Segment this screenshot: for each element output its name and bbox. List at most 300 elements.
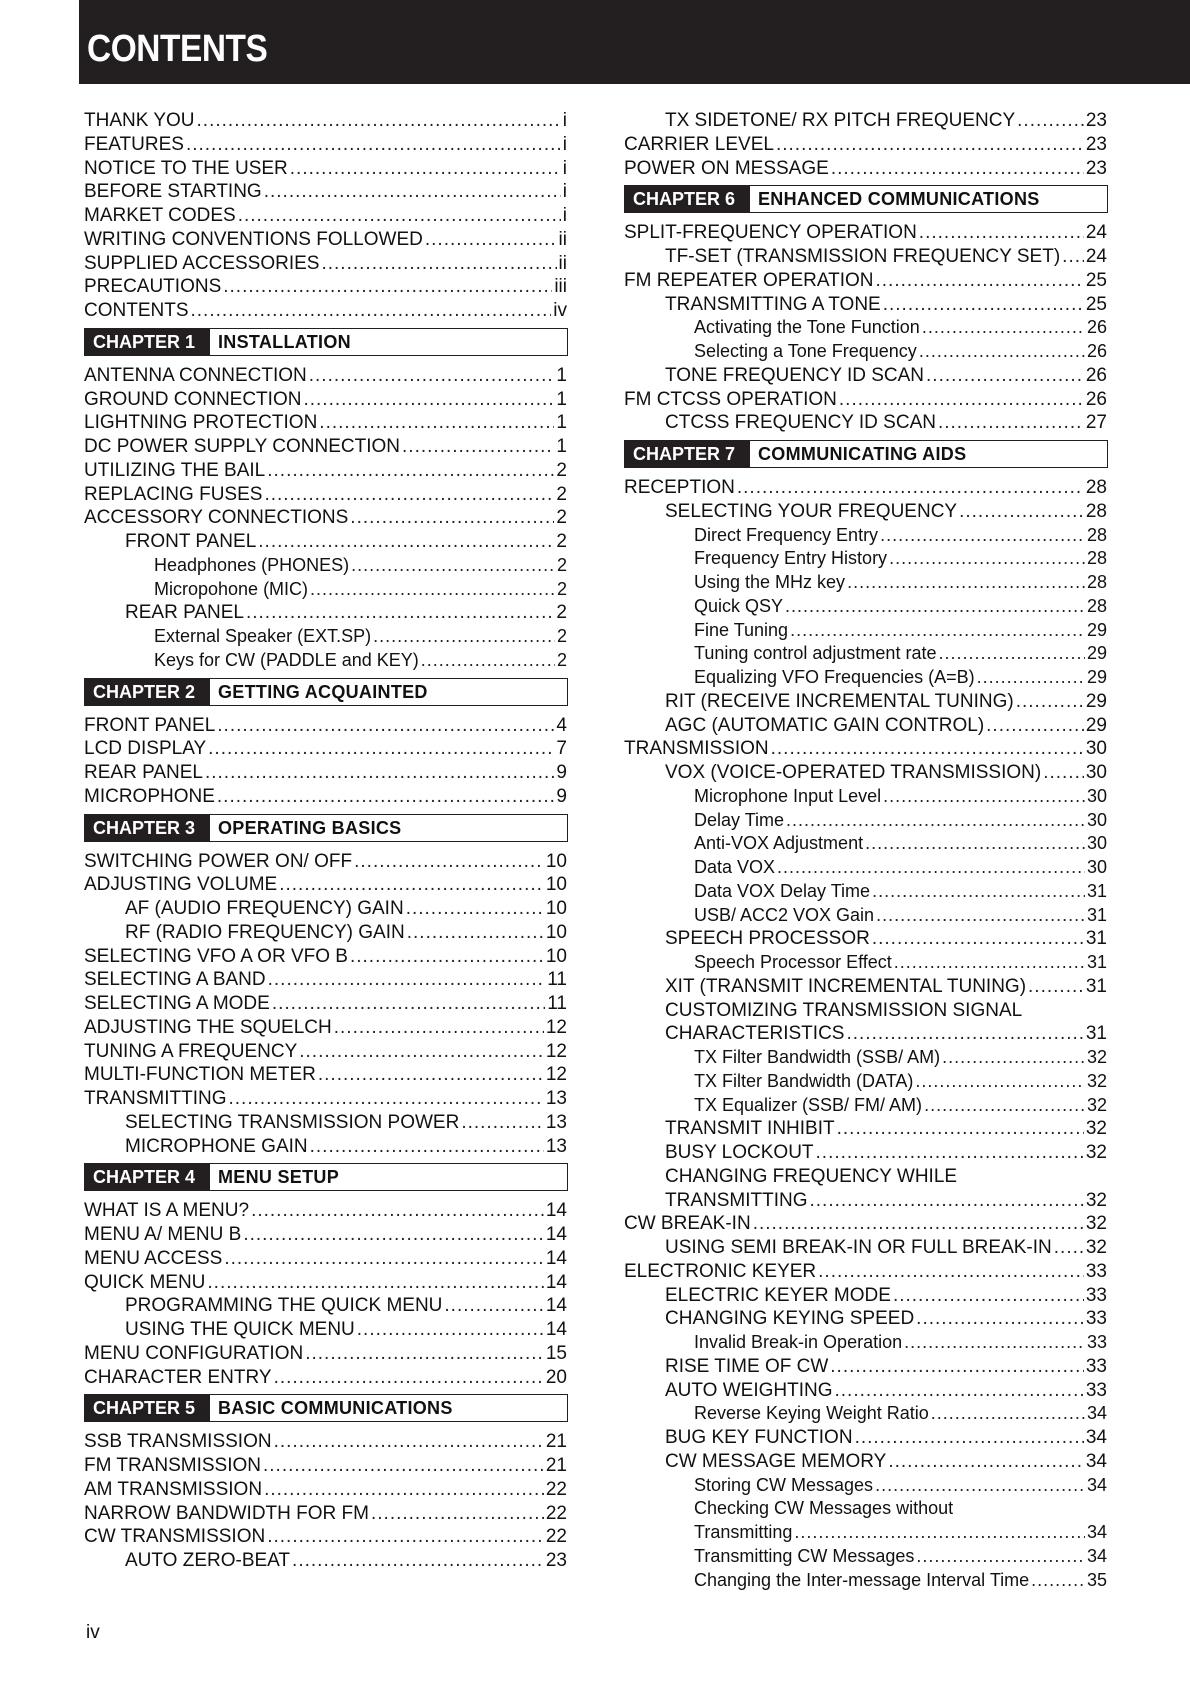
chapter-heading[interactable]: [84, 678, 568, 706]
toc-entry[interactable]: [84, 1342, 568, 1366]
dot-leader: [786, 809, 1085, 833]
page-number: iv: [86, 1622, 100, 1643]
toc-entry-title: TRANSMISSION: [624, 738, 769, 760]
toc-entry[interactable]: [84, 204, 568, 228]
toc-entry-title: CONTENTS: [84, 300, 189, 321]
toc-entry-page: 12: [545, 1040, 567, 1062]
toc-entry-title: SELECTING YOUR FREQUENCY: [665, 500, 958, 522]
toc-entry-page: iii: [554, 276, 567, 298]
toc-entry-page: 34: [1086, 1545, 1107, 1566]
toc-entry-page: 32: [1086, 1094, 1107, 1115]
toc-entry[interactable]: [84, 1525, 568, 1549]
chapter-title: COMMUNICATING AIDS: [758, 444, 967, 464]
toc-entry[interactable]: [624, 293, 1108, 317]
toc-entry[interactable]: [84, 157, 568, 181]
toc-entry-title: Speech Processor Effect: [694, 952, 892, 972]
toc-entry[interactable]: [624, 364, 1108, 388]
chapter-number: CHAPTER 1: [85, 329, 210, 355]
dot-leader: [916, 1545, 1085, 1569]
toc-entry[interactable]: [84, 1294, 568, 1318]
toc-entry-title: ANTENNA CONNECTION: [84, 364, 307, 386]
toc-entry-title: Keys for CW (PADDLE and KEY): [154, 649, 419, 670]
toc-entry-title: BEFORE STARTING: [84, 181, 262, 203]
toc-entry[interactable]: [84, 1087, 568, 1111]
dot-leader: [421, 649, 555, 673]
dot-leader: [425, 228, 557, 252]
toc-entry[interactable]: [84, 737, 568, 761]
chapter-number: CHAPTER 7: [625, 441, 750, 467]
toc-entry[interactable]: [84, 897, 568, 921]
toc-entry[interactable]: [624, 411, 1108, 435]
toc-entry-page: 15: [545, 1342, 567, 1364]
dot-leader: [880, 524, 1085, 548]
dot-leader: [350, 945, 544, 969]
toc-entry[interactable]: [624, 1379, 1108, 1403]
toc-entry[interactable]: [624, 1094, 1108, 1118]
toc-entry[interactable]: [84, 133, 568, 157]
toc-entry-page: 33: [1085, 1379, 1107, 1401]
toc-entry[interactable]: [84, 1366, 568, 1390]
toc-entry-title: Fine Tuning: [694, 619, 789, 640]
dot-leader: [292, 1549, 544, 1573]
toc-entry[interactable]: [84, 1318, 568, 1342]
toc-entry-page: 31: [1085, 1023, 1107, 1045]
toc-entry-title: MENU A/ MENU B: [84, 1224, 242, 1245]
toc-entry[interactable]: [624, 999, 1108, 1023]
toc-entry[interactable]: [84, 1430, 568, 1454]
toc-entry-title: REAR PANEL: [125, 602, 244, 624]
toc-entry[interactable]: [624, 1046, 1108, 1070]
toc-entry-page: 14: [545, 1247, 567, 1269]
toc-entry[interactable]: [84, 873, 568, 897]
toc-entry[interactable]: [624, 761, 1108, 785]
toc-entry[interactable]: [624, 832, 1108, 856]
toc-entry[interactable]: [624, 1236, 1108, 1260]
dot-leader: [299, 1040, 544, 1064]
toc-entry[interactable]: [624, 1426, 1108, 1450]
toc-entry-page: 21: [545, 1431, 567, 1453]
dot-leader: [223, 275, 552, 299]
toc-entry[interactable]: [624, 1497, 1108, 1521]
toc-entry-title: ELECTRONIC KEYER: [624, 1260, 817, 1282]
toc-entry[interactable]: [84, 1040, 568, 1064]
toc-entry[interactable]: [84, 714, 568, 738]
toc-entry-page: 29: [1086, 643, 1107, 664]
toc-entry-title: TRANSMIT INHIBIT: [665, 1118, 835, 1140]
toc-entry[interactable]: [84, 1135, 568, 1159]
toc-entry[interactable]: [84, 228, 568, 252]
toc-entry[interactable]: [84, 601, 568, 625]
toc-entry-title: Frequency Entry History: [694, 548, 888, 569]
toc-entry[interactable]: [84, 578, 568, 602]
dot-leader: [865, 832, 1085, 856]
toc-entry-title: RISE TIME OF CW: [665, 1355, 829, 1377]
toc-entry[interactable]: [84, 1478, 568, 1502]
toc-entry-title: AF (AUDIO FREQUENCY) GAIN: [125, 898, 404, 919]
toc-entry-page: 13: [545, 1088, 567, 1109]
toc-entry[interactable]: [624, 388, 1108, 412]
toc-entry-page: 14: [545, 1295, 567, 1317]
toc-entry[interactable]: [624, 809, 1108, 833]
toc-entry-title: SELECTING A BAND: [84, 969, 266, 991]
dot-leader: [785, 595, 1085, 619]
toc-entry-page: 31: [1086, 904, 1107, 925]
chapter-heading[interactable]: [84, 1394, 568, 1422]
toc-entry-title: Equalizing VFO Frequencies (A=B): [694, 667, 975, 687]
toc-entry-title: QUICK MENU: [84, 1271, 206, 1293]
toc-entry-page: iv: [553, 300, 567, 321]
toc-entry-title: PRECAUTIONS: [84, 276, 222, 298]
toc-entry[interactable]: [84, 299, 568, 323]
toc-entry-page: 14: [545, 1271, 567, 1293]
toc-entry-title: NARROW BANDWIDTH FOR FM: [84, 1502, 369, 1524]
toc-entry-title: LIGHTNING PROTECTION: [84, 412, 318, 434]
toc-entry[interactable]: [84, 483, 568, 507]
toc-entry[interactable]: [624, 1450, 1108, 1474]
toc-entry[interactable]: [624, 1545, 1108, 1569]
toc-entry-title: ADJUSTING VOLUME: [84, 874, 278, 896]
toc-entry[interactable]: [84, 252, 568, 276]
toc-entry[interactable]: [624, 1331, 1108, 1355]
dot-leader: [883, 785, 1085, 809]
dot-leader: [883, 293, 1084, 317]
toc-entry-page: 21: [545, 1455, 567, 1476]
toc-entry-title: USING THE QUICK MENU: [125, 1319, 355, 1340]
dot-leader: [737, 476, 1084, 500]
dot-leader: [1017, 109, 1084, 133]
dot-leader: [186, 133, 561, 157]
toc-entry[interactable]: [84, 1502, 568, 1526]
toc-entry[interactable]: [84, 1223, 568, 1247]
toc-entry-title: WRITING CONVENTIONS FOLLOWED: [84, 228, 423, 250]
toc-entry-page: 2: [556, 649, 567, 670]
toc-entry[interactable]: [84, 506, 568, 530]
chapter-heading[interactable]: [84, 328, 568, 356]
dot-leader: [916, 1307, 1084, 1331]
toc-entry-title: ADJUSTING THE SQUELCH: [84, 1016, 332, 1038]
toc-entry-title: MENU ACCESS: [84, 1247, 223, 1269]
toc-entry-title: RF (RADIO FREQUENCY) GAIN: [125, 921, 405, 943]
toc-entry[interactable]: [624, 1212, 1108, 1236]
toc-left-column: [84, 109, 568, 1573]
toc-entry-page: 31: [1085, 975, 1107, 997]
toc-entry[interactable]: [84, 109, 568, 133]
toc-entry-title: USB/ ACC2 VOX Gain: [694, 904, 875, 925]
dot-leader: [888, 1450, 1084, 1474]
toc-entry[interactable]: [84, 992, 568, 1016]
toc-entry[interactable]: [84, 1016, 568, 1040]
toc-entry[interactable]: [84, 921, 568, 945]
dot-leader: [846, 1022, 1083, 1046]
toc-entry-title: MULTI-FUNCTION METER: [84, 1064, 316, 1086]
toc-entry-title: CW MESSAGE MEMORY: [665, 1450, 887, 1472]
toc-entry[interactable]: [624, 642, 1108, 666]
toc-entry-page: 27: [1085, 412, 1107, 434]
toc-entry-title: AM TRANSMISSION: [84, 1478, 263, 1500]
toc-entry[interactable]: [84, 1199, 568, 1223]
dot-leader: [357, 1318, 544, 1342]
dot-leader: [407, 921, 544, 945]
toc-entry[interactable]: [624, 927, 1108, 951]
toc-entry[interactable]: [624, 1569, 1108, 1593]
toc-entry-page: 12: [545, 1064, 567, 1086]
toc-entry[interactable]: [624, 340, 1108, 364]
toc-entry-title: FRONT PANEL: [125, 531, 257, 552]
toc-entry-title: Changing the Inter-message Interval Time: [694, 1569, 1030, 1590]
toc-entry[interactable]: [84, 275, 568, 299]
toc-entry-title: CW TRANSMISSION: [84, 1526, 266, 1548]
dot-leader: [217, 785, 555, 809]
toc-entry[interactable]: [84, 1454, 568, 1478]
toc-entry[interactable]: [84, 364, 568, 388]
toc-entry[interactable]: [624, 785, 1108, 809]
dot-leader: [855, 1426, 1084, 1450]
toc-entry[interactable]: [624, 1355, 1108, 1379]
toc-entry[interactable]: [624, 1402, 1108, 1426]
toc-entry[interactable]: [84, 761, 568, 785]
toc-entry[interactable]: [624, 1141, 1108, 1165]
toc-entry-title: Reverse Keying Weight Ratio: [694, 1403, 929, 1424]
dot-leader: [1043, 761, 1084, 785]
dot-leader: [309, 364, 555, 388]
toc-entry[interactable]: [624, 1022, 1108, 1046]
toc-entry[interactable]: [84, 850, 568, 874]
toc-entry[interactable]: [624, 157, 1108, 181]
toc-entry-page: i: [562, 205, 567, 226]
dot-leader: [834, 1379, 1083, 1403]
toc-entry[interactable]: [624, 666, 1108, 690]
toc-entry[interactable]: [84, 1063, 568, 1087]
toc-entry-title: FRONT PANEL: [84, 714, 216, 736]
toc-entry[interactable]: [84, 554, 568, 578]
dot-leader: [264, 1478, 544, 1502]
toc-entry[interactable]: [84, 388, 568, 412]
toc-entry[interactable]: [624, 619, 1108, 643]
toc-entry-title: NOTICE TO THE USER: [84, 157, 288, 179]
toc-entry-title: POWER ON MESSAGE: [624, 157, 829, 179]
toc-entry[interactable]: [84, 459, 568, 483]
toc-entry-page: 34: [1086, 1522, 1107, 1542]
toc-entry-page: 28: [1085, 477, 1107, 498]
dot-leader: [444, 1294, 543, 1318]
dot-leader: [810, 1189, 1084, 1213]
toc-entry[interactable]: [624, 1189, 1108, 1213]
dot-leader: [830, 1355, 1084, 1379]
toc-entry[interactable]: [84, 1247, 568, 1271]
toc-entry-page: 28: [1086, 524, 1107, 545]
toc-entry[interactable]: [624, 595, 1108, 619]
dot-leader: [263, 1454, 544, 1478]
dot-leader: [894, 951, 1085, 975]
toc-entry-title: CTCSS FREQUENCY ID SCAN: [665, 412, 936, 434]
toc-entry-title: Delay Time: [694, 809, 785, 830]
toc-entry[interactable]: [84, 785, 568, 809]
chapter-heading[interactable]: [624, 440, 1108, 468]
toc-entry[interactable]: [84, 1549, 568, 1573]
toc-right-column: [624, 109, 1108, 1592]
toc-entry-page: 11: [547, 993, 567, 1014]
toc-entry[interactable]: [624, 1260, 1108, 1284]
dot-leader: [771, 737, 1084, 761]
toc-entry-title: Headphones (PHONES): [154, 554, 350, 575]
toc-entry-title: CHARACTER ENTRY: [84, 1366, 272, 1388]
toc-entry-page: 10: [545, 921, 567, 943]
toc-entry-page: 10: [545, 898, 567, 919]
dot-leader: [1054, 1236, 1084, 1260]
toc-entry-title: MARKET CODES: [84, 205, 236, 226]
chapter-heading[interactable]: [84, 814, 568, 842]
dot-leader: [938, 642, 1085, 666]
toc-entry[interactable]: [624, 571, 1108, 595]
chapter-number: CHAPTER 3: [85, 815, 210, 841]
toc-entry[interactable]: [624, 316, 1108, 340]
toc-entry-page: ii: [558, 252, 567, 274]
dot-leader: [224, 1247, 544, 1271]
toc-entry-page: 30: [1085, 738, 1107, 760]
dot-leader: [1016, 690, 1084, 714]
toc-entry-page: 26: [1086, 317, 1107, 338]
toc-entry-title: TX Equalizer (SSB/ FM/ AM): [694, 1094, 923, 1115]
dot-leader: [915, 1070, 1085, 1094]
toc-entry[interactable]: [624, 904, 1108, 928]
toc-entry-page: 34: [1085, 1450, 1107, 1472]
dot-leader: [321, 252, 556, 276]
toc-entry-title: REPLACING FUSES: [84, 483, 263, 505]
toc-entry-title: XIT (TRANSMIT INCREMENTAL TUNING): [665, 975, 1027, 997]
toc-entry-page: 34: [1085, 1427, 1107, 1448]
toc-entry-title: FM REPEATER OPERATION: [624, 269, 874, 291]
toc-entry-page: 2: [556, 554, 567, 575]
toc-entry[interactable]: [624, 714, 1108, 738]
dot-leader: [238, 204, 561, 228]
toc-entry-page: 33: [1085, 1284, 1107, 1306]
dot-leader: [924, 1094, 1085, 1118]
toc-entry-title: BUG KEY FUNCTION: [665, 1427, 853, 1448]
toc-entry[interactable]: [84, 530, 568, 554]
chapter-heading[interactable]: [624, 185, 1108, 213]
toc-entry-page: 24: [1085, 246, 1107, 267]
page-title: CONTENTS: [87, 28, 268, 70]
toc-entry[interactable]: [624, 500, 1108, 524]
toc-entry[interactable]: [624, 951, 1108, 975]
toc-entry[interactable]: [624, 221, 1108, 245]
dot-leader: [264, 180, 561, 204]
toc-entry-title: RECEPTION: [624, 477, 735, 498]
toc-entry[interactable]: [84, 649, 568, 673]
dot-leader: [274, 1430, 544, 1454]
toc-entry[interactable]: [624, 1117, 1108, 1141]
toc-entry-title: Direct Frequency Entry: [694, 524, 879, 545]
toc-entry-page: 24: [1085, 222, 1107, 244]
toc-entry-title: LCD DISPLAY: [84, 738, 207, 760]
toc-entry-page: 1: [556, 436, 567, 457]
dot-leader: [272, 992, 545, 1016]
dot-leader: [818, 1260, 1084, 1284]
chapter-number: CHAPTER 4: [85, 1164, 210, 1190]
toc-entry-title: AUTO WEIGHTING: [665, 1379, 833, 1401]
toc-entry[interactable]: [624, 245, 1108, 269]
toc-entry-title: ELECTRIC KEYER MODE: [665, 1284, 891, 1306]
dot-leader: [959, 500, 1084, 524]
toc-entry-title: Data VOX Delay Time: [694, 880, 871, 901]
toc-entry-title: TONE FREQUENCY ID SCAN: [665, 364, 925, 386]
toc-entry-page: 23: [1085, 133, 1107, 155]
toc-entry-title: FM CTCSS OPERATION: [624, 388, 837, 410]
toc-entry[interactable]: [624, 133, 1108, 157]
toc-entry[interactable]: [624, 476, 1108, 500]
chapter-heading[interactable]: [84, 1163, 568, 1191]
dot-leader: [350, 506, 554, 530]
toc-entry[interactable]: [624, 1070, 1108, 1094]
toc-entry-title: CARRIER LEVEL: [624, 133, 774, 155]
chapter-title: ENHANCED COMMUNICATIONS: [758, 189, 1040, 210]
dot-leader: [229, 1087, 544, 1111]
toc-entry[interactable]: [624, 109, 1108, 133]
toc-entry[interactable]: [84, 968, 568, 992]
toc-entry[interactable]: [624, 524, 1108, 548]
toc-entry[interactable]: [624, 856, 1108, 880]
toc-entry[interactable]: [624, 880, 1108, 904]
toc-entry[interactable]: [624, 1284, 1108, 1308]
dot-leader: [1028, 975, 1084, 999]
dot-leader: [1031, 1569, 1085, 1593]
toc-entry-page: i: [562, 181, 567, 203]
toc-entry-page: 22: [545, 1526, 567, 1548]
dot-leader: [310, 578, 555, 602]
toc-entry[interactable]: [624, 1307, 1108, 1331]
dot-leader: [207, 1271, 543, 1295]
toc-entry-page: 1: [556, 412, 567, 434]
toc-entry-page: 32: [1085, 1237, 1107, 1258]
toc-entry[interactable]: [624, 1521, 1108, 1545]
toc-entry[interactable]: [624, 737, 1108, 761]
dot-leader: [816, 1141, 1084, 1165]
toc-entry-page: 2: [556, 531, 567, 552]
toc-entry-page: 2: [556, 459, 567, 481]
toc-entry-page: 26: [1086, 341, 1107, 361]
toc-entry[interactable]: [624, 269, 1108, 293]
toc-entry[interactable]: [624, 1474, 1108, 1498]
toc-entry[interactable]: [624, 690, 1108, 714]
toc-entry[interactable]: [84, 435, 568, 459]
toc-entry-page: 32: [1085, 1142, 1107, 1163]
chapter-number: CHAPTER 5: [85, 1395, 210, 1421]
dot-leader: [872, 880, 1085, 904]
toc-entry-page: i: [562, 157, 567, 179]
toc-entry[interactable]: [84, 1271, 568, 1295]
toc-entry[interactable]: [84, 625, 568, 649]
toc-entry[interactable]: [84, 945, 568, 969]
toc-entry-title: Microphone Input Level: [694, 785, 882, 806]
toc-entry-page: 28: [1086, 595, 1107, 616]
toc-entry-title: RIT (RECEIVE INCREMENTAL TUNING): [665, 690, 1014, 712]
toc-entry-page: 9: [556, 785, 567, 807]
toc-entry-page: 10: [545, 945, 567, 967]
toc-entry-page: 2: [556, 483, 567, 505]
toc-entry[interactable]: [624, 547, 1108, 571]
toc-entry[interactable]: [84, 180, 568, 204]
toc-entry[interactable]: [84, 411, 568, 435]
toc-entry-page: 33: [1085, 1260, 1107, 1282]
toc-entry[interactable]: [624, 1165, 1108, 1189]
toc-entry-page: 22: [545, 1502, 567, 1524]
toc-entry[interactable]: [84, 1111, 568, 1135]
toc-entry-title: AUTO ZERO-BEAT: [125, 1550, 291, 1571]
dot-leader: [986, 714, 1084, 738]
toc-entry[interactable]: [624, 975, 1108, 999]
dot-leader: [831, 157, 1084, 181]
toc-entry-page: 25: [1085, 293, 1107, 315]
